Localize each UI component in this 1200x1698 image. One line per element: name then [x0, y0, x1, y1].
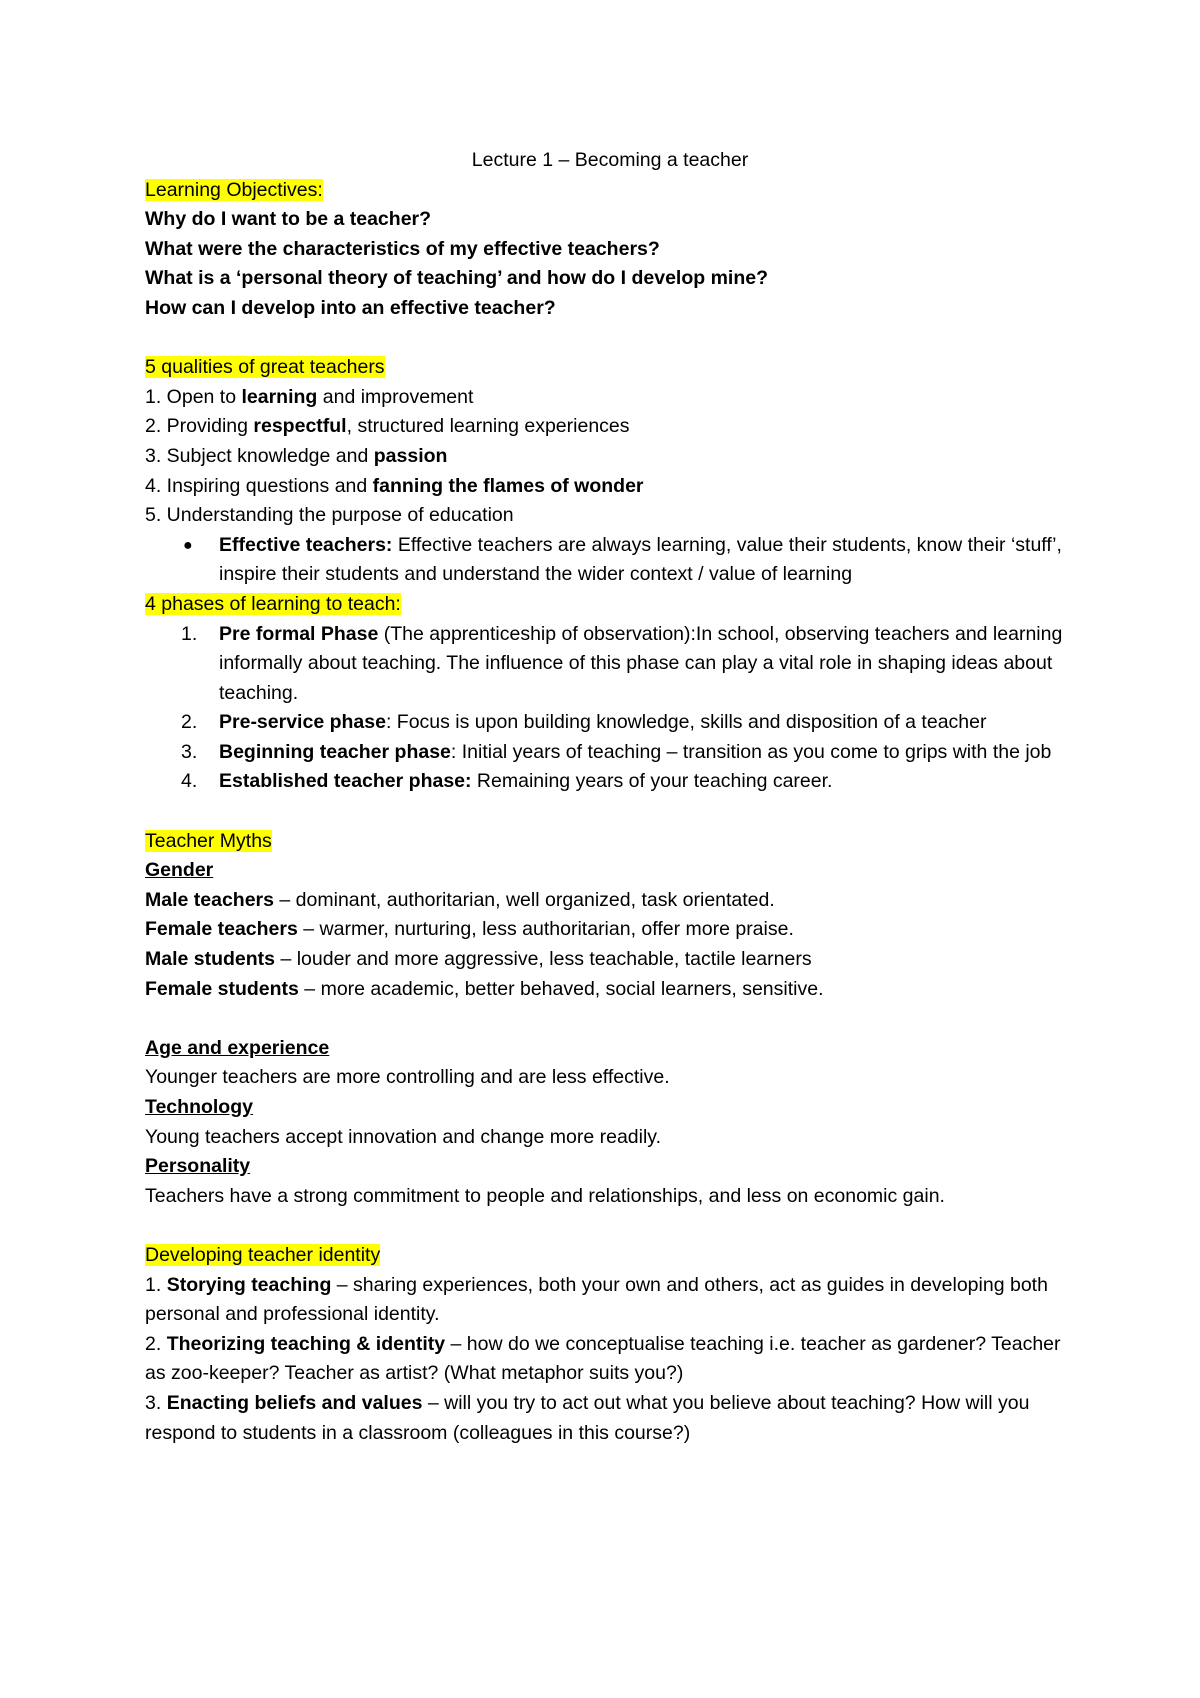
- objective-item: Why do I want to be a teacher?: [145, 208, 432, 231]
- phases-list: [145, 620, 1075, 798]
- quality-item: 3. Subject knowledge and passion: [145, 444, 448, 467]
- myth-item: Male teachers – dominant, authoritarian, well organized, task orientated.: [145, 888, 775, 911]
- identity-heading: Developing teacher identity: [145, 1243, 381, 1266]
- objective-item: What is a ‘personal theory of teaching’ and how do I develop mine?: [145, 267, 769, 290]
- myth-item: Female teachers – warmer, nurturing, less authoritarian, offer more praise.: [145, 918, 794, 941]
- quality-item: 2. Providing respectful, structured learning experiences: [145, 415, 630, 438]
- personality-subheading: Personality: [145, 1155, 251, 1178]
- page-title: Lecture 1 – Becoming a teacher: [471, 149, 749, 171]
- identity-item: 1. Storying teaching – sharing experiences, both your own and others, act as guides in developing both personal and professional identity.: [145, 1273, 1048, 1326]
- identity-item: 3. Enacting beliefs and values – will you try to act out what you believe about teaching? How will you respond to students in a classroom (colleagues in this course?): [145, 1391, 1030, 1444]
- gender-subheading: Gender: [145, 859, 214, 882]
- myths-heading: Teacher Myths: [145, 829, 272, 852]
- technology-subheading: Technology: [145, 1096, 253, 1118]
- myth-item: Female students – more academic, better behaved, social learners, sensitive.: [145, 977, 824, 1000]
- quality-item: 5. Understanding the purpose of education: [145, 504, 514, 527]
- phase-item: 4. Established teacher phase: Remaining years of your teaching career.: [181, 770, 833, 793]
- objectives-heading: Learning Objectives:: [145, 178, 323, 201]
- quality-item: 4. Inspiring questions and fanning the flames of wonder: [145, 474, 644, 497]
- phase-item: 3. Beginning teacher phase: Initial years of teaching – transition as you come to grips with the job: [181, 740, 1052, 763]
- objective-item: How can I develop into an effective teacher?: [145, 296, 556, 319]
- personality-text: Teachers have a strong commitment to people and relationships, and less on economic gain.: [145, 1184, 945, 1207]
- technology-text: Young teachers accept innovation and change more readily.: [145, 1125, 662, 1148]
- objective-item: What were the characteristics of my effective teachers?: [145, 237, 660, 260]
- myth-item: Male students – louder and more aggressive, less teachable, tactile learners: [145, 948, 812, 971]
- phase-item: 2. Pre-service phase: Focus is upon building knowledge, skills and disposition of a teacher: [181, 711, 987, 734]
- quality-item: 1. Open to learning and improvement: [145, 385, 474, 408]
- document-body: [145, 146, 1075, 1448]
- bullet-icon: ●: [183, 536, 193, 554]
- age-subheading: Age and experience: [145, 1036, 330, 1059]
- qualities-heading: 5 qualities of great teachers: [145, 356, 385, 379]
- phase-item: 1. Pre formal Phase (The apprenticeship of observation):In school, observing teachers and learning informally about teaching. The influence of this phase can play a vital role in shaping ideas about teaching.: [181, 622, 1063, 704]
- effective-teachers-bullet: ● Effective teachers: Effective teachers are always learning, value their students, know their ‘stuff’, inspire their students and understand the wider context / value of learning: [145, 531, 1075, 590]
- age-text: Younger teachers are more controlling and are less effective.: [145, 1066, 670, 1089]
- identity-item: 2. Theorizing teaching & identity – how do we conceptualise teaching i.e. teacher as gardener? Teacher as zoo-keeper? Teacher as artist? (What metaphor suits you?): [145, 1332, 1061, 1385]
- phases-heading: 4 phases of learning to teach:: [145, 592, 401, 615]
